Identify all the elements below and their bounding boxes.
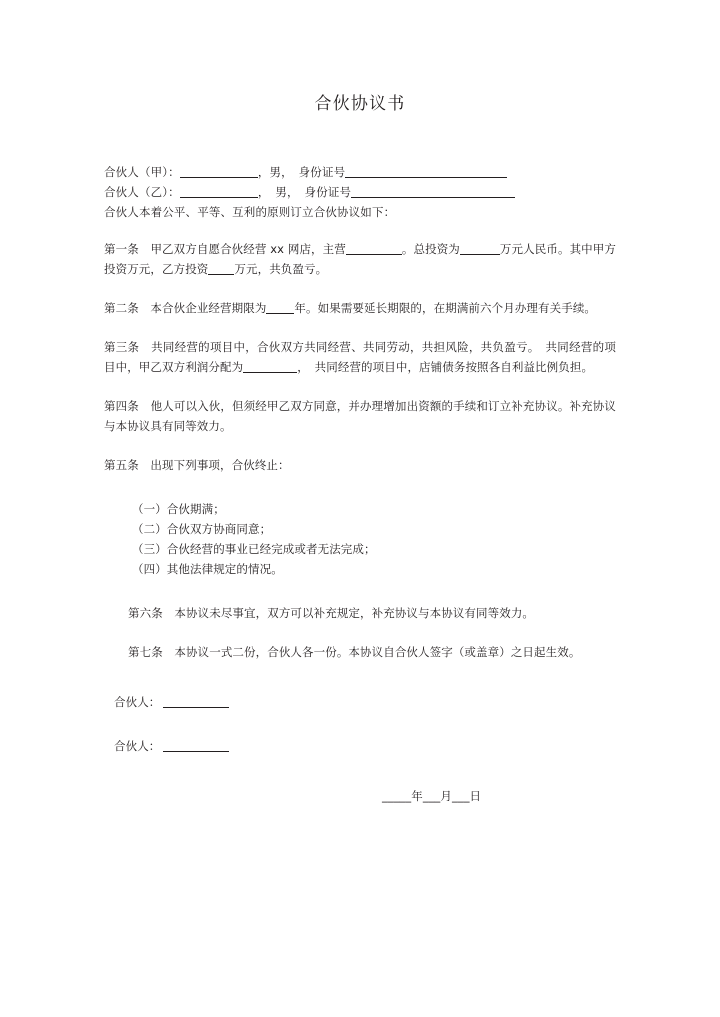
parties-block <box>104 162 616 222</box>
preamble-line: 合伙人本着公平、平等、互利的原则订立合伙协议如下： <box>104 205 396 219</box>
gap-after-article-2 <box>104 318 616 337</box>
gap-before-termination-list <box>104 475 616 499</box>
document-body <box>104 86 616 806</box>
article-3 <box>104 337 616 377</box>
gap-after-article-1 <box>104 279 616 298</box>
gap-before-date <box>104 756 616 786</box>
list-item: （一）合伙期满； <box>132 502 225 516</box>
article-4-label: 第四条 <box>104 399 139 413</box>
article-5-label: 第五条 <box>104 458 139 472</box>
party-b-mid-label: ， 男， 身份证号 <box>257 185 352 199</box>
gap-after-preamble <box>104 222 616 239</box>
party-b-id-blank[interactable] <box>351 186 515 198</box>
article-3-label: 第三条 <box>104 340 140 354</box>
article-7-label: 第七条 <box>128 645 163 659</box>
article-1 <box>104 239 616 279</box>
article-6-text-1: 本协议未尽事宜，双方可以补充规定，补充协议与本协议有同等效力。 <box>174 606 535 620</box>
article-1-label: 第一条 <box>104 242 139 256</box>
party-b-line <box>104 182 616 202</box>
party-a-name-blank[interactable] <box>180 166 258 178</box>
gap-after-article-3 <box>104 377 616 396</box>
article-3-profit-blank[interactable] <box>243 361 297 373</box>
article-2-label: 第二条 <box>104 301 139 315</box>
party-a-mid-label: ，男， 身份证号 <box>257 165 346 179</box>
article-4 <box>104 396 616 436</box>
list-item: （三）合伙经营的事业已经完成或者无法完成； <box>132 542 376 556</box>
signature-line-1 <box>104 692 616 712</box>
list-item: （二）合伙双方协商同意； <box>132 522 272 536</box>
signer-1-label: 合伙人： <box>114 695 161 709</box>
article-2-term-blank[interactable] <box>266 302 294 314</box>
termination-items-list <box>104 499 616 579</box>
signer-2-blank[interactable] <box>163 740 229 752</box>
article-1-text-2: 。总投资为 <box>401 242 460 256</box>
signer-2-label: 合伙人： <box>114 739 161 753</box>
gap-before-signatures <box>104 662 616 692</box>
article-4-text-1: 他人可以入伙，但须经甲乙双方同意，并办理增加出资额的手续和订立补充协议。补充协议与本协议具有同等效力。 <box>104 399 616 433</box>
article-7 <box>104 642 616 662</box>
article-1-business-blank[interactable] <box>346 243 402 255</box>
party-b-name-blank[interactable] <box>180 186 258 198</box>
article-6 <box>104 603 616 623</box>
article-5-text-1: 出现下列事项，合伙终止： <box>150 458 290 472</box>
party-b-label: 合伙人（乙）： <box>104 185 180 199</box>
article-1-text-3: 万元人民币。其中甲方投资万元，乙方投资 <box>104 242 616 276</box>
article-7-text-1: 本协议一式二份，合伙人各一份。本协议自合伙人签字（或盖章）之日起生效。 <box>174 645 581 659</box>
party-a-id-blank[interactable] <box>345 166 507 178</box>
signer-1-blank[interactable] <box>163 696 229 708</box>
title-spacer <box>104 116 616 162</box>
article-1-text-1: 甲乙双方自愿合伙经营 xx 网店，主营 <box>150 242 346 256</box>
gap-after-article-6 <box>104 623 616 642</box>
article-5 <box>104 455 616 475</box>
article-2 <box>104 298 616 318</box>
article-3-text-2: ， 共同经营的项目中，店铺债务按照各自利益比例负担。 <box>297 360 594 374</box>
gap-after-termination-list <box>104 579 616 603</box>
article-1-invest-blank[interactable] <box>208 263 234 275</box>
article-1-total-blank[interactable] <box>460 243 500 255</box>
party-a-line <box>104 162 616 182</box>
article-2-text-2: 年。如果需要延长期限的，在期满前六个月办理有关手续。 <box>294 301 597 315</box>
party-a-label: 合伙人（甲）： <box>104 165 180 179</box>
list-item: （四）其他法律规定的情况。 <box>132 562 283 576</box>
article-1-text-4: 万元，共负盈亏。 <box>234 262 328 276</box>
gap-between-signatures <box>104 712 616 736</box>
gap-after-article-4 <box>104 436 616 455</box>
date-line[interactable]: _____年___月___日 <box>382 789 482 803</box>
page-title: 合伙协议书 <box>314 94 406 114</box>
signature-line-2 <box>104 736 616 756</box>
article-6-label: 第六条 <box>128 606 163 620</box>
article-2-text-1: 本合伙企业经营期限为 <box>150 301 267 315</box>
article-3-text-1: 共同经营的项目中，合伙双方共同经营、共同劳动，共担风险，共负盈亏。 共同经营的项目中，甲乙双方利润分配为 <box>104 340 616 374</box>
